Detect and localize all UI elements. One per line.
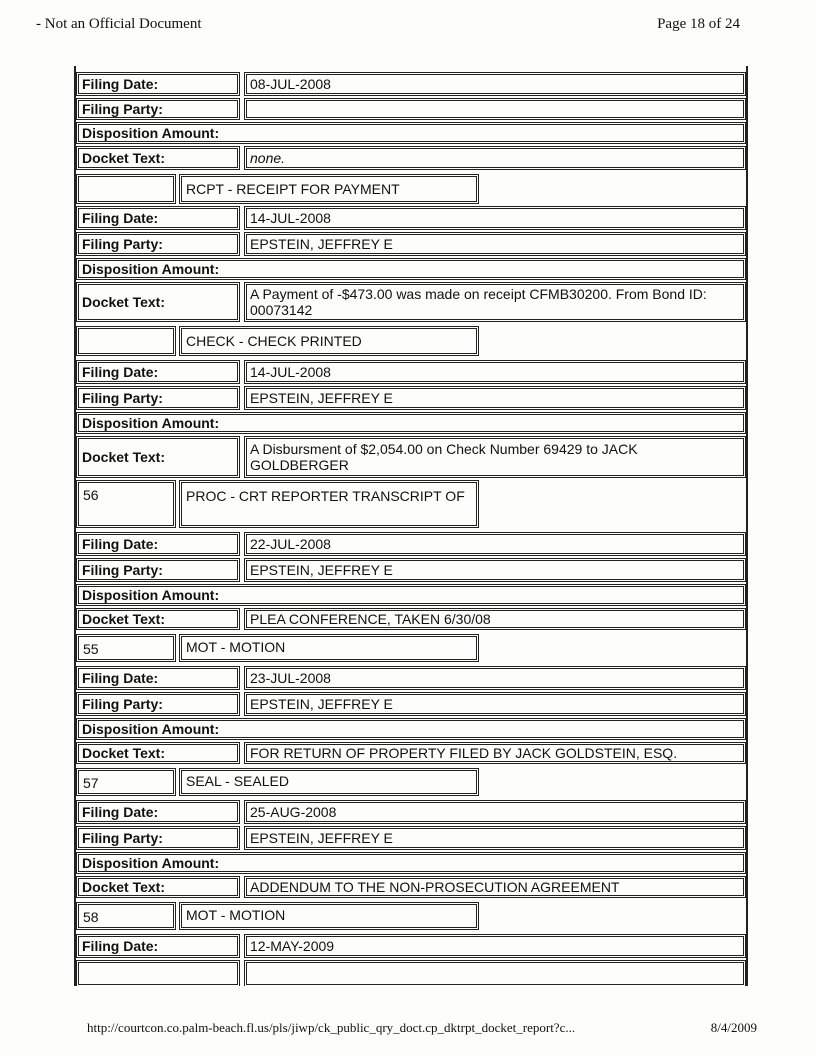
filing-party-label: Filing Party: — [76, 232, 240, 256]
docket-text-row — [76, 436, 746, 478]
filing-date-row — [76, 72, 746, 96]
filing-party-label: Filing Party: — [76, 386, 240, 410]
docket-entry-header — [76, 634, 746, 662]
filing-party-value: EPSTEIN, JEFFREY E — [244, 232, 746, 256]
docket-text-row — [76, 608, 746, 630]
entry-number — [76, 326, 176, 356]
docket-text-value: A Payment of -$473.00 was made on receipt CFMB30200. From Bond ID: 00073142 — [244, 282, 746, 322]
docket-text-value: PLEA CONFERENCE, TAKEN 6/30/08 — [244, 608, 746, 630]
filing-date-row — [76, 532, 746, 556]
entry-number — [76, 174, 176, 204]
filing-party-value: EPSTEIN, JEFFREY E — [244, 558, 746, 582]
disposition-amount-row — [76, 852, 746, 874]
filing-date-value: 25-AUG-2008 — [244, 800, 746, 824]
entry-number: 56 — [76, 480, 176, 528]
filing-party-row — [76, 692, 746, 716]
docket-entry-header — [76, 902, 746, 930]
filing-date-label: Filing Date: — [76, 666, 240, 690]
filing-date-value: 23-JUL-2008 — [244, 666, 746, 690]
docket-text-label: Docket Text: — [76, 742, 240, 764]
filing-party-row — [76, 558, 746, 582]
filing-party-label: Filing Party: — [76, 558, 240, 582]
disposition-amount-label: Disposition Amount: — [76, 852, 746, 874]
filing-party-label-cut — [76, 960, 240, 986]
filing-party-value: EPSTEIN, JEFFREY E — [244, 692, 746, 716]
docket-entry-header — [76, 480, 746, 528]
docket-text-label: Docket Text: — [76, 436, 240, 478]
filing-date-value: 14-JUL-2008 — [244, 206, 746, 230]
filing-date-row — [76, 934, 746, 958]
filing-party-row — [76, 960, 746, 986]
filing-party-row — [76, 826, 746, 850]
table-border-right — [746, 66, 748, 986]
docket-entry-header — [76, 174, 746, 204]
filing-date-row — [76, 800, 746, 824]
docket-entry-header — [76, 326, 746, 356]
filing-party-value — [244, 960, 746, 986]
docket-text-value: none. — [244, 146, 746, 170]
disposition-amount-row — [76, 258, 746, 280]
entry-type: PROC - CRT REPORTER TRANSCRIPT OF — [179, 480, 479, 528]
source-url: http://courtcon.co.palm-beach.fl.us/pls/jiwp/ck_public_qry_doct.cp_dktrpt_docket_report?c... — [87, 1020, 576, 1035]
filing-date-value: 08-JUL-2008 — [244, 72, 746, 96]
document-footer — [87, 1020, 757, 1036]
filing-date-label: Filing Date: — [76, 360, 240, 384]
disposition-amount-row — [76, 412, 746, 434]
filing-date-label: Filing Date: — [76, 206, 240, 230]
filing-party-row — [76, 386, 746, 410]
filing-party-value: EPSTEIN, JEFFREY E — [244, 386, 746, 410]
entry-type: MOT - MOTION — [179, 902, 479, 930]
filing-date-label: Filing Date: — [76, 532, 240, 556]
filing-party-label: Filing Party: — [76, 826, 240, 850]
filing-party-label: Filing Party: — [76, 98, 240, 120]
disposition-amount-label: Disposition Amount: — [76, 584, 746, 606]
docket-text-label: Docket Text: — [76, 146, 240, 170]
filing-party-label: Filing Party: — [76, 692, 240, 716]
disposition-amount-label: Disposition Amount: — [76, 122, 746, 144]
filing-date-label: Filing Date: — [76, 934, 240, 958]
entry-number: 55 — [76, 634, 176, 662]
docket-text-label: Docket Text: — [76, 282, 240, 322]
document-header-left: - Not an Official Document — [36, 16, 202, 32]
filing-date-value: 14-JUL-2008 — [244, 360, 746, 384]
disposition-amount-label: Disposition Amount: — [76, 718, 746, 740]
filing-party-value: EPSTEIN, JEFFREY E — [244, 826, 746, 850]
docket-text-value: ADDENDUM TO THE NON-PROSECUTION AGREEMENT — [244, 876, 746, 898]
entry-number: 57 — [76, 768, 176, 796]
filing-date-label: Filing Date: — [76, 72, 240, 96]
entry-type: MOT - MOTION — [179, 634, 479, 662]
docket-text-value: A Disbursment of $2,054.00 on Check Number 69429 to JACK GOLDBERGER — [244, 436, 746, 478]
docket-entry-header — [76, 768, 746, 796]
docket-text-row — [76, 146, 746, 170]
docket-text-row — [76, 742, 746, 764]
print-date: 8/4/2009 — [710, 1020, 757, 1035]
docket-text-row — [76, 282, 746, 322]
disposition-amount-row — [76, 122, 746, 144]
filing-date-row — [76, 666, 746, 690]
entry-type: RCPT - RECEIPT FOR PAYMENT — [179, 174, 479, 204]
entry-type: CHECK - CHECK PRINTED — [179, 326, 479, 356]
docket-text-row — [76, 876, 746, 898]
docket-text-label: Docket Text: — [76, 608, 240, 630]
docket-text-value: FOR RETURN OF PROPERTY FILED BY JACK GOLDSTEIN, ESQ. — [244, 742, 746, 764]
disposition-amount-label: Disposition Amount: — [76, 412, 746, 434]
filing-party-value — [244, 98, 746, 120]
entry-type: SEAL - SEALED — [179, 768, 479, 796]
filing-date-row — [76, 206, 746, 230]
filing-date-label: Filing Date: — [76, 800, 240, 824]
filing-date-row — [76, 360, 746, 384]
entry-number: 58 — [76, 902, 176, 930]
disposition-amount-row — [76, 584, 746, 606]
disposition-amount-row — [76, 718, 746, 740]
filing-date-value: 22-JUL-2008 — [244, 532, 746, 556]
page-number: Page 18 of 24 — [657, 16, 740, 32]
filing-date-value: 12-MAY-2009 — [244, 934, 746, 958]
docket-text-label: Docket Text: — [76, 876, 240, 898]
disposition-amount-label: Disposition Amount: — [76, 258, 746, 280]
filing-party-row — [76, 98, 746, 120]
filing-party-row — [76, 232, 746, 256]
